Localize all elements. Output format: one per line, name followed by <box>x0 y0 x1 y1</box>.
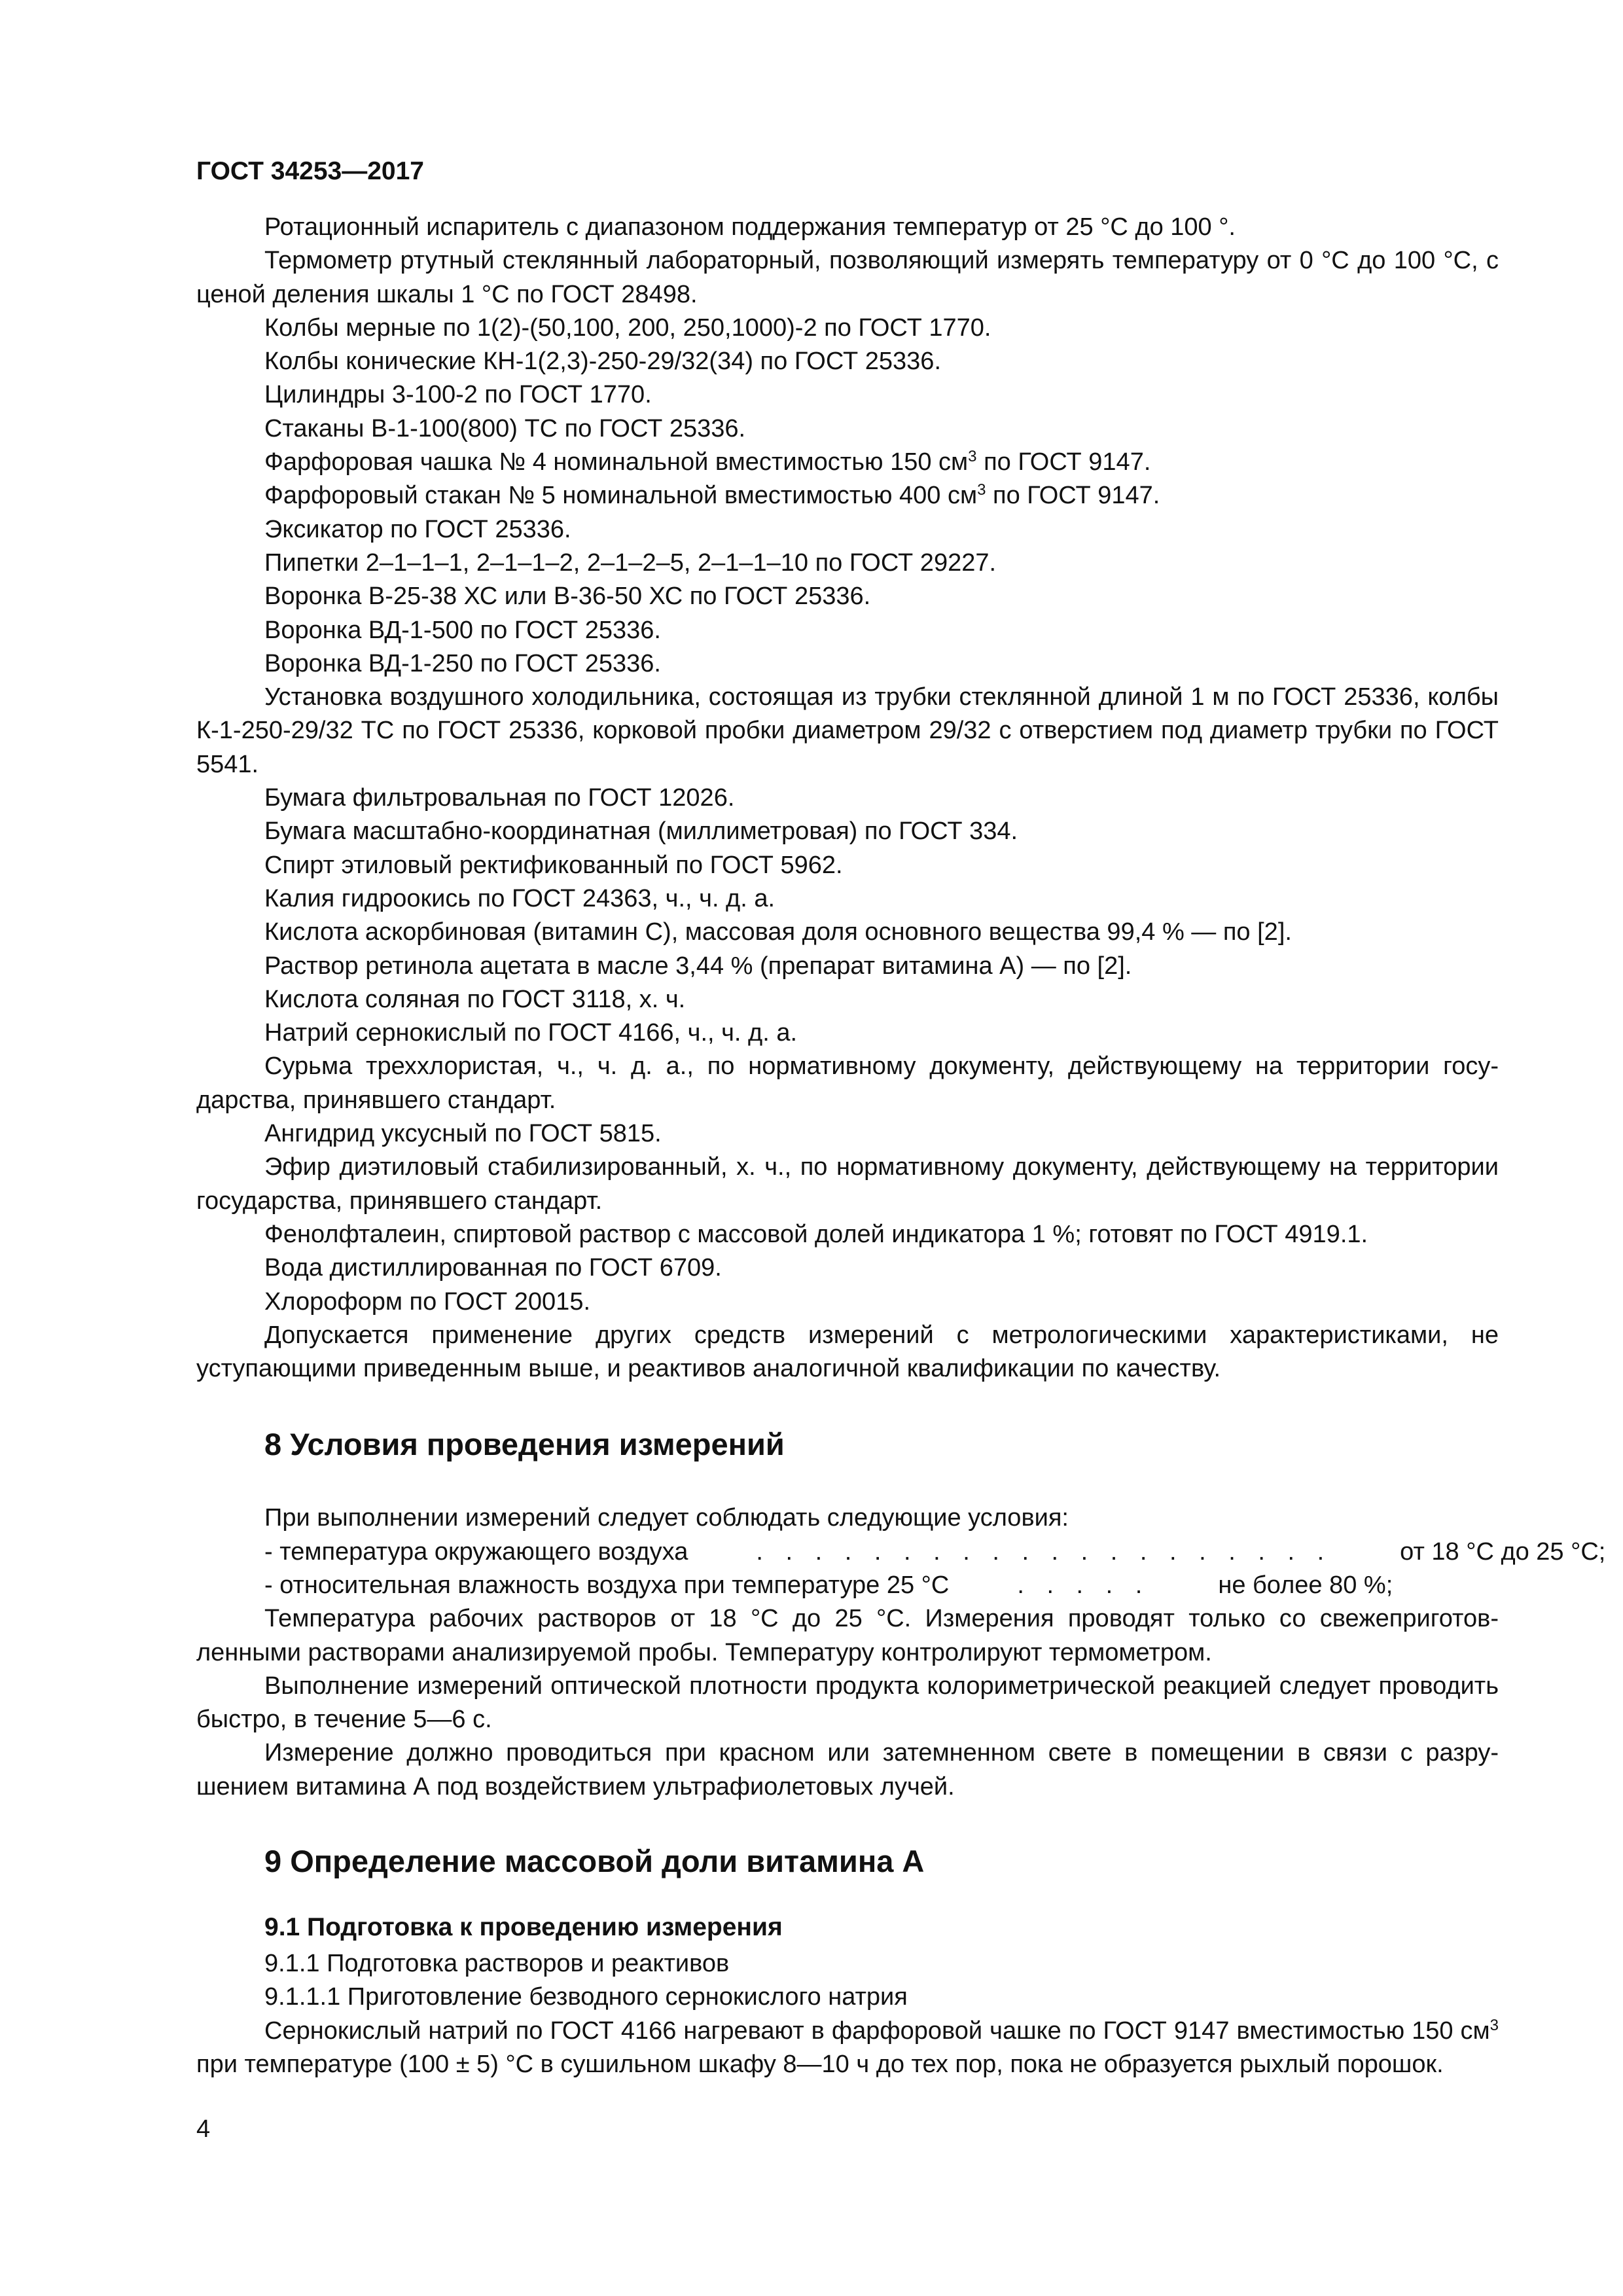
equipment-item: Колбы конические КН-1(2,3)-250-29/32(34) по ГОСТ 25336. <box>264 348 941 376</box>
equipment-item: Установка воздушного холодильника, состоящая из трубки стеклянной длиной 1 м по ГОСТ 25336, колбы К-1-250-29/32 ТС по ГОСТ 25336, корковой пробки диаметром 29/32 с отверстием под диаметр трубки по ГОСТ 5541. <box>196 683 1499 778</box>
section-8-paragraph: Измерение должно проводиться при красном или затемненном свете в помещении в связи с разрушением витамина А под воздействием ультрафиолетовых лучей. <box>196 1739 1499 1801</box>
equipment-item: Эфир диэтиловый стабилизированный, х. ч., по нормативному документу, действующему на территории государства, принявшего стандарт. <box>196 1153 1499 1215</box>
equipment-item-cup: Фарфоровая чашка № 4 номинальной вместимостью 150 $см^3$ по ГОСТ 9147. <box>264 448 1151 476</box>
equipment-note: Допускается применение других средств измерений с метрологическими характеристиками, не уступающими приведенным выше, и реактивов аналогичной квалификации по качеству. <box>196 1321 1499 1383</box>
equipment-item: Термометр ртутный стеклянный лабораторный, позволяющий измерять температуру от 0 °С до 100 °С, с ценой деления шкалы 1 °С по ГОСТ 28498. <box>196 247 1499 308</box>
equipment-item: Эксикатор по ГОСТ 25336. <box>264 515 571 543</box>
equipment-item-glass: Фарфоровый стакан № 5 номинальной вместимостью 400 $см^3$ по ГОСТ 9147. <box>264 481 1160 510</box>
equipment-item: Цилиндры 3-100-2 по ГОСТ 1770. <box>264 381 652 409</box>
equipment-item: Ангидрид уксусный по ГОСТ 5815. <box>264 1120 662 1148</box>
item-9-1-1-1: 9.1.1.1 Приготовление безводного сернокислого натрия <box>264 1983 908 2011</box>
section-9-heading: 9 Определение массовой доли витамина А <box>264 1844 925 1879</box>
section-8-heading: 8 Условия проведения измерений <box>264 1427 785 1462</box>
condition-humidity: - относительная влажность воздуха при температуре 25 °С . . . . . не более 80 %; <box>264 1571 1393 1599</box>
equipment-item: Фенолфталеин, спиртовой раствор с массовой долей индикатора 1 %; готовят по ГОСТ 4919.1. <box>264 1220 1368 1248</box>
equipment-item: Пипетки 2–1–1–1, 2–1–1–2, 2–1–2–5, 2–1–1–10 по ГОСТ 29227. <box>264 548 997 577</box>
equipment-item: Бумага масштабно-координатная (миллиметровая) по ГОСТ 334. <box>264 817 1018 846</box>
equipment-item: Вода дистиллированная по ГОСТ 6709. <box>264 1254 722 1282</box>
equipment-item: Калия гидроокись по ГОСТ 24363, ч., ч. д. а. <box>264 884 776 912</box>
section-9-paragraph: Сернокислый натрий по ГОСТ 4166 нагревают в фарфоровой чашке по ГОСТ 9147 вместимостью 150 $см^3$ при температуре (100 ± 5) °С в сушильном шкафу 8—10 ч до тех пор, пока не образуется рыхлый порошок. <box>196 2016 1499 2078</box>
equipment-item: Стаканы В-1-100(800) ТС по ГОСТ 25336. <box>264 414 746 442</box>
equipment-item: Бумага фильтровальная по ГОСТ 12026. <box>264 784 735 812</box>
section-8-paragraph: Температура рабочих растворов от 18 °С до 25 °С. Измерения проводят только со свежеприготовленными растворами анализируемой пробы. Температуру контролируют термометром. <box>196 1605 1499 1666</box>
section-8-paragraph: Выполнение измерений оптической плотности продукта колориметрической реакцией следует проводить быстро, в течение 5—6 с. <box>196 1672 1499 1734</box>
equipment-item: Раствор ретинола ацетата в масле 3,44 % (препарат витамина А) — по [2]. <box>264 952 1132 980</box>
equipment-item: Ротационный испаритель с диапазоном поддержания температур от 25 °С до 100 °. <box>264 213 1236 241</box>
section-8-intro: При выполнении измерений следует соблюдать следующие условия: <box>264 1504 1069 1532</box>
condition-temperature: - температура окружающего воздуха . . . . . . . . . . . . . . . . . . . . от 18 °С до 25 °С; <box>264 1537 1606 1566</box>
equipment-item: Сурьма треххлористая, ч., ч. д. а., по нормативному документу, действующему на территории государства, принявшего стандарт. <box>196 1052 1499 1114</box>
document-page <box>196 157 1606 2081</box>
item-9-1-1: 9.1.1 Подготовка растворов и реактивов <box>264 1950 730 1978</box>
equipment-item: Кислота соляная по ГОСТ 3118, х. ч. <box>264 985 686 1013</box>
equipment-item: Натрий сернокислый по ГОСТ 4166, ч., ч. д. а. <box>264 1019 798 1047</box>
equipment-item: Хлороформ по ГОСТ 20015. <box>264 1287 591 1316</box>
equipment-item: Кислота аскорбиновая (витамин С), массовая доля основного вещества 99,4 % — по [2]. <box>264 918 1292 946</box>
equipment-item: Воронка В-25-38 ХС или В-36-50 ХС по ГОСТ 25336. <box>264 583 871 611</box>
document-header: ГОСТ 34253—2017 <box>196 157 424 185</box>
equipment-item: Спирт этиловый ректификованный по ГОСТ 5962. <box>264 851 843 879</box>
equipment-item: Колбы мерные по 1(2)-(50,100, 200, 250,1000)-2 по ГОСТ 1770. <box>264 314 991 342</box>
equipment-item: Воронка ВД-1-250 по ГОСТ 25336. <box>264 649 661 677</box>
subsection-9-1-heading: 9.1 Подготовка к проведению измерения <box>264 1913 783 1942</box>
page-number: 4 <box>196 2115 211 2143</box>
equipment-item: Воронка ВД-1-500 по ГОСТ 25336. <box>264 616 661 644</box>
